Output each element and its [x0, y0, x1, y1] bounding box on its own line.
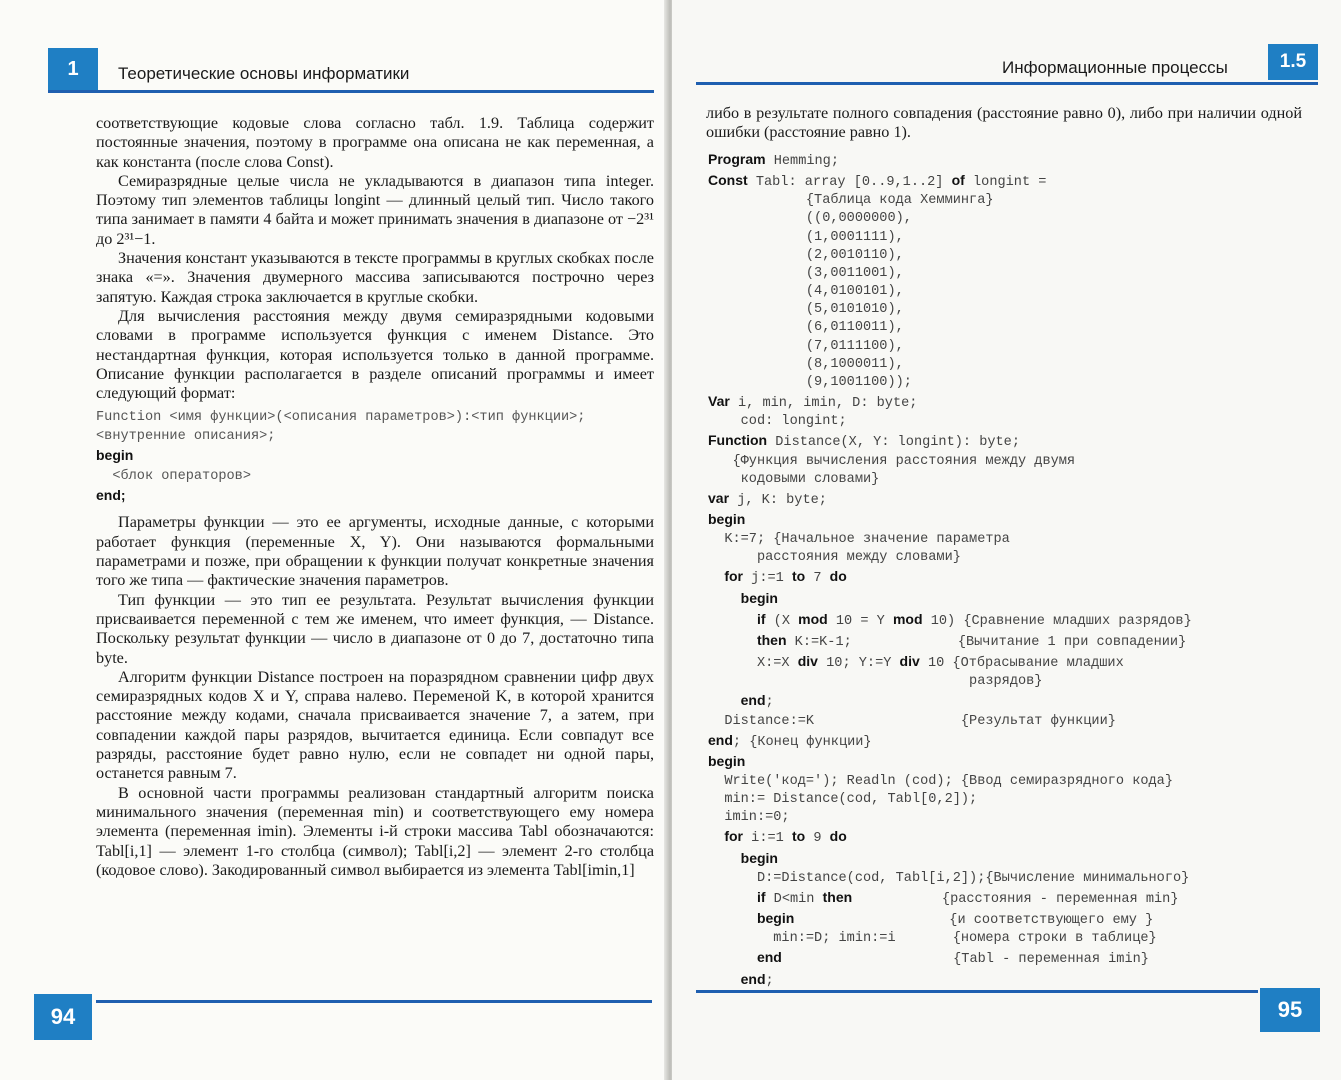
paragraph: Для вычисления расстояния между двумя семиразрядными кодовыми словами в программе используется функция с именем Distance. Это нестандартная функция, которая используется только в данной программе. Описание функции располагается в разделе описаний программы и имеет следующий формат: [96, 306, 654, 403]
code-line: {Таблица кода Хемминга} [708, 193, 994, 209]
section-number-tab: 1.5 [1268, 44, 1318, 80]
code-line: (8,1000011), [708, 356, 904, 372]
left-page-number: 94 [34, 994, 92, 1040]
code-line: (4,0100101), [708, 284, 904, 300]
code-line: for j:=1 to 7 do [724, 568, 847, 587]
code-line: кодовыми словами} [708, 471, 880, 487]
code-line: end; [740, 692, 774, 711]
code-line: begin [96, 447, 134, 464]
code-line: imin:=0; [708, 810, 790, 826]
code-line: Distance:=K {Результат функции} [708, 713, 1116, 729]
code-line: begin [740, 589, 778, 606]
left-body-text [96, 114, 654, 880]
code-line: var j, K: byte; [708, 489, 827, 508]
code-line: Var i, min, imin, D: byte; [708, 393, 918, 412]
code-line: <блок операторов> [96, 468, 251, 484]
program-listing [708, 150, 1318, 991]
code-line: ((0,0000000), [708, 211, 912, 227]
code-line: D:=Distance(cod, Tabl[i,2]);{Вычисление минимального} [708, 870, 1190, 886]
code-line: (2,0010110), [708, 247, 904, 263]
chapter-number-tab: 1 [48, 48, 98, 90]
left-header-title: Теоретические основы информатики [118, 64, 410, 83]
paragraph: Параметры функции — это ее аргументы, исходные данные, с которыми работает функция (переменные X, Y). Они называются формальными параметрами и позже, при обращении к функции получат конкретные значения того же типа — фактические значения параметров. [96, 513, 654, 590]
code-line: min:=D; imin:=i {номера строки в таблице} [708, 931, 1157, 947]
code-line: (5,0101010), [708, 302, 904, 318]
code-line: min:= Distance(cod, Tabl[0,2]); [708, 792, 978, 808]
code-line: <внутренние описания>; [96, 428, 276, 444]
code-line: begin [740, 849, 778, 866]
code-line: Function <имя функции>(<описания параметров>):<тип функции>; [96, 410, 586, 426]
code-line: Write('код='); Readln (cod); {Ввод семиразрядного кода} [708, 774, 1173, 789]
right-page-number: 95 [1260, 988, 1320, 1032]
code-line: if (X mod 10 = Y mod 10) {Сравнение младших разрядов} [756, 610, 1192, 629]
code-line: for i:=1 to 9 do [724, 828, 847, 847]
code-line: cod: longint; [708, 414, 847, 430]
left-footer-rule [96, 1000, 652, 1003]
function-format-code [96, 409, 654, 507]
code-line: (7,0111100), [708, 338, 904, 354]
code-line: begin [708, 510, 746, 527]
right-header-title: Информационные процессы [1002, 58, 1228, 77]
code-line: K:=7; {Начальное значение параметра [708, 532, 1010, 548]
code-line: (9,1001100)); [708, 374, 912, 390]
code-line: X:=X div 10; Y:=Y div 10 {Отбрасывание младших [708, 653, 1124, 672]
right-footer-rule [696, 990, 1258, 993]
left-header-rule [48, 90, 654, 93]
paragraph: Значения констант указываются в тексте программы в круглых скобках после знака «=». Значения двумерного массива записываются построчно через запятую. Каждая строка заключается в круглые скобки. [96, 249, 654, 306]
paragraph: соответствующие кодовые слова согласно табл. 1.9. Таблица содержит постоянные значения, поэтому в программе она описана не как переменная, а как константа (после слова Const). [96, 114, 654, 171]
code-line: (3,0011001), [708, 265, 904, 281]
code-line: end; {Конец функции} [708, 731, 872, 750]
code-line: Const Tabl: array [0..9,1..2] of longint = [708, 172, 1047, 191]
code-line: Program Hemming; [708, 151, 839, 169]
paragraph: В основной части программы реализован стандартный алгоритм поиска минимального значения (переменная min) и соответствующего ему номера элемента (переменная imin). Элементы i-й строки массива Tabl обозначаются: Tabl[i,1] — элемент 1-го столбца (символ); Tabl[i,2] — элемент 2-го столбца (кодовое слово). Закодированный символ выбирается из элемента Tabl[imin,1] [96, 783, 654, 879]
code-line: end; [96, 487, 126, 504]
code-line: {Функция вычисления расстояния между двумя [708, 453, 1076, 469]
code-line: разрядов} [708, 674, 1043, 690]
paragraph: Алгоритм функции Distance построен на поразрядном сравнении цифр двух семиразрядных кодов X и Y, справа налево. Переменой K, в которой хранится расстояние между кодами, сначала присваивается значение 7, а затем, при совпадении каждой пары разрядов, вычитается единица. Если совпадут все разряды, расстояние будет равно нулю, если не совпадет ни одной пары, останется равным 7. [96, 667, 654, 783]
code-line: расстояния между словами} [708, 550, 961, 566]
code-line: Function Distance(X, Y: longint): byte; [708, 432, 1020, 451]
right-header-rule [696, 82, 1318, 85]
paragraph: Семиразрядные целые числа не укладываются в диапазон типа integer. Поэтому тип элементов таблицы longint — длинный целый тип. Число такого типа занимает в памяти 4 байта и может принимать значения в диапазоне от −2³¹ до 2³¹−1. [96, 171, 654, 248]
code-line: begin {и соответствующего ему } [756, 910, 1154, 929]
right-page [672, 0, 1341, 1080]
code-line: (1,0001111), [708, 229, 904, 245]
right-intro-text [706, 104, 1302, 143]
paragraph: Тип функции — это тип ее результата. Результат вычисления функции присваивается переменной с тем же именем, что имеет функция, — Distance. Поскольку результат функции — число в диапазоне от 0 до 7, достаточно типа byte. [96, 590, 654, 667]
left-page [0, 0, 668, 1080]
paragraph: либо в результате полного совпадения (расстояние равно 0), либо при наличии одной ошибки (расстояние равно 1). [706, 104, 1302, 142]
code-line: then K:=K-1; {Вычитание 1 при совпадении} [756, 631, 1187, 650]
code-line: end {Tabl - переменная imin} [756, 949, 1149, 968]
code-line: (6,0110011), [708, 320, 904, 336]
code-line: end; [740, 970, 774, 989]
code-line: begin [708, 752, 746, 769]
code-line: if D<min then {расстояния - переменная min} [756, 888, 1179, 907]
